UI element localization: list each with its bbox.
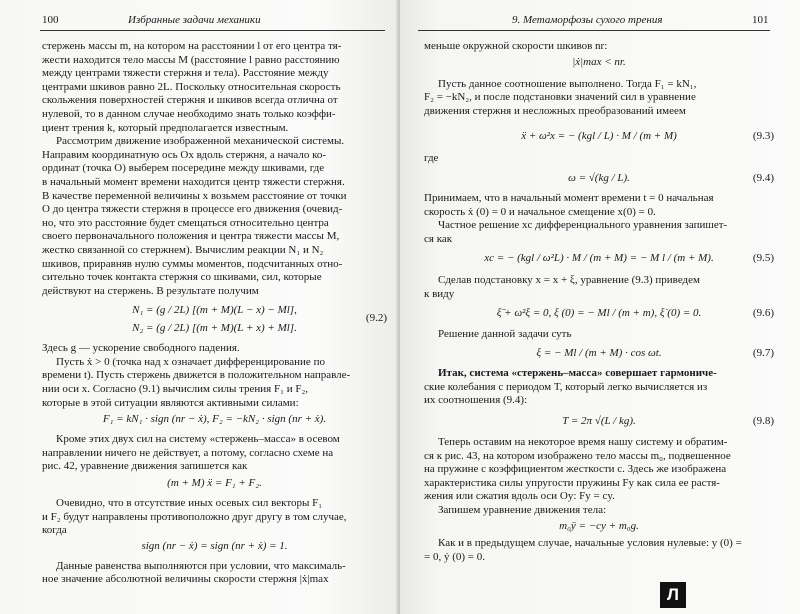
text-line: ное значение абсолютной величины скорости стержня |ẋ|max	[42, 573, 329, 586]
left-paragraph-c	[42, 433, 387, 474]
formula-expression: F₁ = kN₁ · sign (nr − ẋ), F₂ = −kN₂ · sign (nr + ẋ).	[102, 413, 327, 426]
left-header-rule	[40, 30, 385, 31]
text-line: ские колебания с периодом T, который легко вычисляется из	[424, 380, 708, 393]
text-line: их соотношения (9.4):	[424, 394, 528, 407]
equation-number: (9.5)	[752, 252, 774, 265]
formula-expression: ξ = − Ml / (m + M) · cos ωt.	[536, 347, 662, 360]
equation-number: (9.2)	[365, 312, 387, 325]
text-line: характеристика силы упругости пружины Fy как сила ее растя-	[424, 476, 720, 489]
text-line: F₂ = −kN₂, и после подстановки значений сил в уравнение	[424, 91, 696, 104]
text-line: Частное решение xc дифференциального уравнения запишет-	[438, 219, 728, 232]
formula-expression: (m + M) ẍ = F₁ + F₂.	[167, 477, 262, 490]
text-line: Пусть ẋ > 0 (точка над x означает дифференцирование по	[56, 355, 325, 368]
formula-expression: ẍ + ω²x = − (kgl / L) · M / (m + M)	[521, 130, 677, 143]
text-line: меньше окружной скорости шкивов nr:	[424, 40, 608, 52]
text-line: ординат (точка O) выберем посередине между шкивами, где	[42, 162, 325, 175]
text-line: нулевой, то в данном случае необходимо знать только коэффи-	[42, 107, 336, 120]
formula-friction-forces	[42, 413, 387, 433]
equation-number: (9.8)	[752, 414, 774, 427]
text-line: шкивов, приравняв нулю суммы моментов, подсчитанных отно-	[42, 257, 343, 270]
formula-expression: ξ̈ + ω²ξ = 0, ξ (0) = − Ml / (m + m), ξ̇ (0) = 0.	[496, 306, 702, 319]
text-line: жести находится тело массы M (расстояние l равно расстоянию	[42, 53, 340, 66]
left-running-header: Избранные задачи механики	[128, 14, 261, 26]
text-line: Здесь g — ускорение свободного падения.	[42, 342, 240, 355]
right-header-rule	[418, 30, 770, 31]
text-line: Данные равенства выполняются при условии, что максималь-	[56, 559, 346, 572]
text-line: Сделав подстановку x = x + ξ, уравнение (9.3) приведем	[438, 274, 700, 287]
text-line: Кроме этих двух сил на систему «стержень–масса» в осевом	[56, 433, 340, 446]
left-top-paragraphs	[42, 40, 387, 298]
left-paragraph-e	[42, 560, 387, 587]
formula-9-6	[424, 302, 774, 328]
text-line: скольжения поверхностей стержня и шкивов всегда отлична от	[42, 94, 338, 107]
text-line: = 0, ẏ (0) = 0.	[424, 551, 485, 564]
text-line: в начальный момент времени находится центр тяжести стержня.	[42, 175, 345, 188]
text-line: Принимаем, что в начальный момент времени t = 0 начальная	[424, 191, 714, 204]
text-line: Теперь оставим на некоторое время нашу систему и обратим-	[438, 435, 728, 448]
text-line: ся к рис. 43, на котором изображено тело массы m₀, подвешенное	[424, 449, 731, 462]
text-line: жения или сжатия вдоль оси Oy: Fy = cy.	[424, 490, 615, 503]
right-paragraph-b	[424, 78, 774, 119]
formula-expression: T = 2π √(L / kg).	[562, 414, 636, 427]
text-line: когда	[42, 524, 67, 537]
formula-9-3	[424, 122, 774, 152]
formula-expression: N₂ = (g / 2L) [(m + M)(L + x) + Ml].	[132, 322, 297, 335]
formula-expression: sign (nr − ẋ) = sign (nr + ẋ) = 1.	[141, 539, 288, 552]
text-line: нии оси x. Согласно (9.1) вычислим силы трения F₁ и F₂,	[42, 383, 309, 396]
left-mid-paragraphs	[42, 342, 387, 410]
equation-number: (9.4)	[752, 171, 774, 184]
text-line: времени t). Пусть стержень движется в положительном направле-	[42, 369, 351, 382]
formula-velocity-inequality	[424, 56, 774, 78]
text-line: Очевидно, что в отсутствие иных осевых сил векторы F₁	[56, 497, 323, 510]
text-line: скорость ẋ (0) = 0 и начальное смещение x(0) = 0.	[424, 205, 656, 218]
right-paragraph-d	[424, 192, 774, 246]
equation-number: (9.6)	[752, 306, 774, 319]
text-line: В качестве переменной величины x возьмем расстояние от точки	[42, 189, 347, 202]
left-page-number: 100	[42, 14, 59, 26]
text-line: где	[424, 152, 439, 165]
text-line: O до центра тяжести стержня в процессе его движения (очевид-	[42, 203, 343, 216]
formula-9-5	[424, 246, 774, 274]
equation-number: (9.3)	[752, 130, 774, 143]
right-page-number: 101	[752, 14, 769, 26]
formula-body-motion	[424, 517, 774, 537]
formula-9-2-line2	[42, 312, 387, 342]
formula-9-2-line1	[42, 304, 387, 322]
text-line: сительно точек контакта стержня со шкивами, сил, которые	[42, 271, 322, 284]
text-line: Итак, система «стержень–масса» совершает гармониче-	[438, 367, 717, 380]
formula-9-8	[424, 408, 774, 436]
text-line: центрами шкивов равно 2L. Поскольку относительная скорость	[42, 80, 341, 93]
text-line: своего первоначального положения и центра тяжести массы M,	[42, 230, 340, 243]
right-body-text	[424, 40, 774, 565]
right-paragraph-g	[424, 367, 774, 408]
right-paragraph-e	[424, 274, 774, 301]
formula-9-4	[424, 168, 774, 192]
text-line: Запишем уравнение движения тела:	[438, 503, 607, 516]
text-line: которые в этой ситуации являются активными силами:	[42, 396, 299, 409]
right-running-header: 9. Метаморфозы сухого трения	[512, 14, 663, 26]
text-line: к виду	[424, 287, 455, 300]
text-line: жестко связанной со стержнем). Вычислим реакции N₁ и N₂	[42, 243, 324, 256]
left-body-text	[42, 40, 387, 587]
text-line: на пружине с коэффициентом жесткости c. Здесь же изображена	[424, 463, 727, 476]
formula-expression: ω = √(kg / L).	[568, 171, 630, 184]
text-line: Направим координатную ось Ox вдоль стержня, а начало ко-	[42, 148, 327, 161]
text-line: и F₂ будут направлены противоположно друг другу в том случае,	[42, 510, 347, 523]
text-line: движения стержня и несложных преобразований имеем	[424, 104, 686, 117]
right-paragraph-i	[424, 537, 774, 564]
text-line: стержень массы m, на котором на расстоянии l от его центра тя-	[42, 40, 342, 52]
formula-motion-equation	[42, 477, 387, 497]
formula-expression: |ẋ|max < nr.	[572, 55, 626, 68]
text-line: Решение данной задачи суть	[438, 327, 572, 340]
text-line: Пусть данное соотношение выполнено. Тогда F₁ = kN₁,	[438, 77, 697, 90]
formula-expression: m₀ÿ = −cy + m₀g.	[559, 520, 639, 533]
text-line: ся как	[424, 232, 453, 245]
text-line: направлении ничего не действует, а потому, согласно схеме на	[42, 446, 334, 459]
publisher-logo: Л	[660, 582, 686, 608]
text-line: но, что это расстояние будет смещаться относительно центра	[42, 216, 329, 229]
formula-expression: xc = − (kgl / ω²L) · M / (m + M) = − M l / (m + M).	[484, 252, 714, 265]
text-line: между центрами тяжести стержня и тела). Расстояние между	[42, 67, 329, 80]
text-line: Как и в предыдущем случае, начальные условия нулевые: y (0) =	[438, 537, 742, 550]
formula-sign-condition	[42, 540, 387, 560]
right-paragraph-h	[424, 436, 774, 518]
text-line: действуют на стержень. В результате получим	[42, 284, 259, 297]
formula-9-7	[424, 341, 774, 367]
equation-number: (9.7)	[752, 347, 774, 360]
left-paragraph-d	[42, 497, 387, 538]
text-line: рис. 42, уравнение движения запишется как	[42, 460, 248, 473]
formula-expression: N₁ = (g / 2L) [(m + M)(L − x) − Ml],	[132, 304, 297, 317]
text-line: циент трения k, который предполагается известным.	[42, 121, 289, 134]
right-page	[400, 0, 800, 614]
text-line: Рассмотрим движение изображенной механической системы.	[56, 135, 345, 148]
